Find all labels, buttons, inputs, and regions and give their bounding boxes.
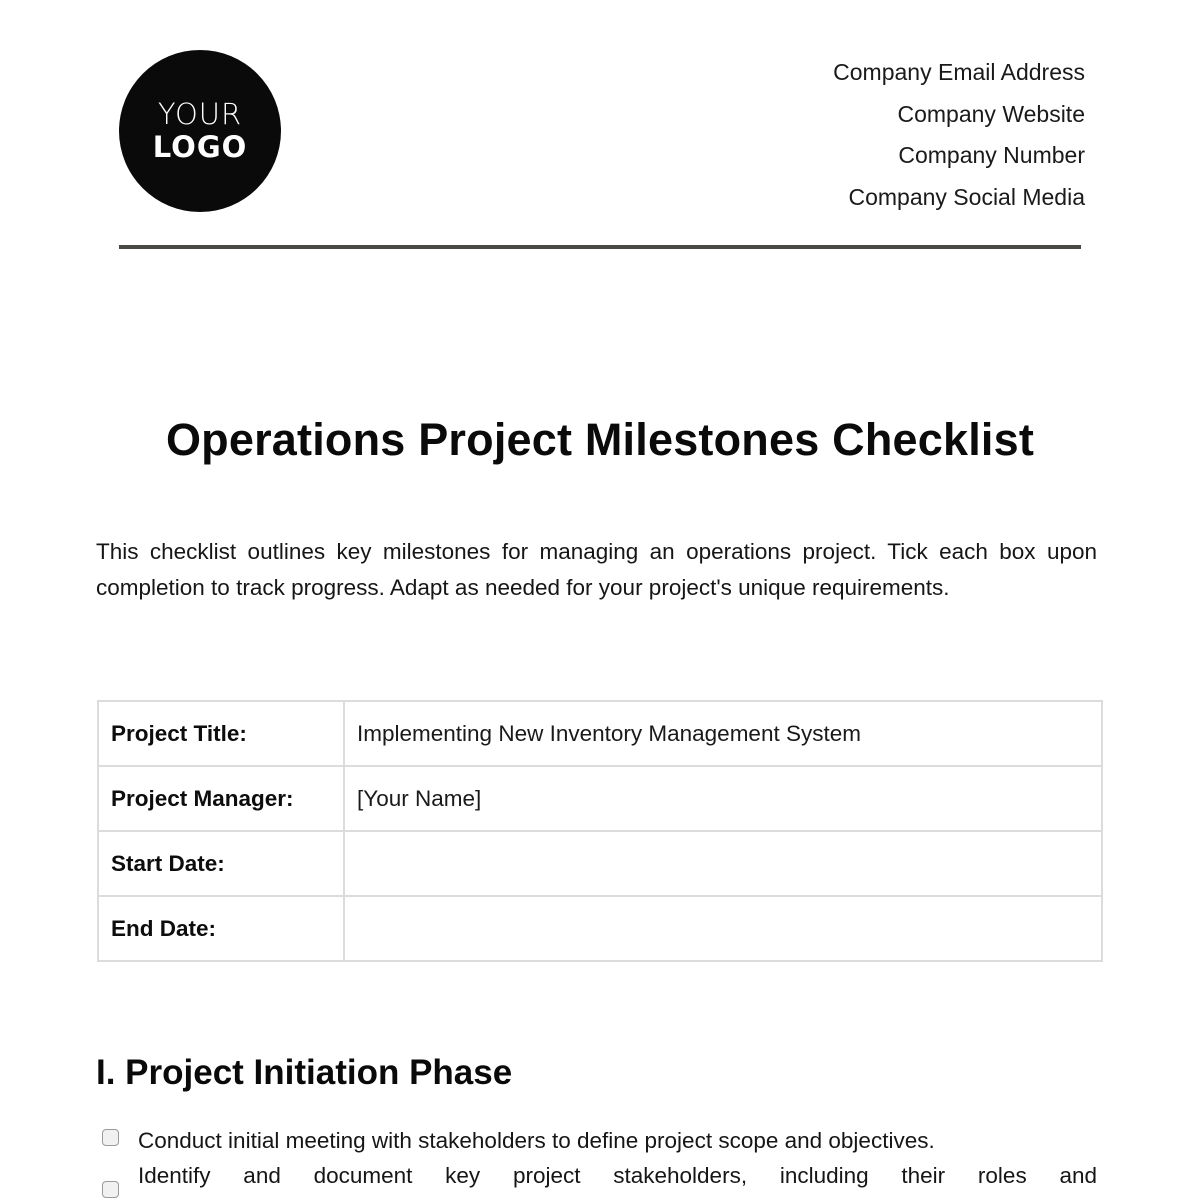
project-manager-label: Project Manager: bbox=[98, 766, 344, 831]
project-title-label: Project Title: bbox=[98, 701, 344, 766]
company-website: Company Website bbox=[897, 100, 1085, 127]
company-email: Company Email Address bbox=[833, 59, 1085, 85]
logo-text-line1: YOUR bbox=[157, 97, 243, 131]
initiation-checklist bbox=[100, 1123, 1097, 1193]
project-info-table bbox=[97, 700, 1103, 962]
checkbox[interactable] bbox=[102, 1129, 119, 1146]
table-row bbox=[98, 701, 1102, 766]
checkbox[interactable] bbox=[102, 1181, 119, 1198]
section-heading-initiation: I. Project Initiation Phase bbox=[96, 1053, 513, 1092]
company-social-media: Company Social Media bbox=[848, 183, 1085, 210]
table-row bbox=[98, 831, 1102, 896]
company-number: Company Number bbox=[898, 142, 1085, 168]
checklist-item-text: Conduct initial meeting with stakeholders to define project scope and objectives. bbox=[138, 1128, 935, 1153]
end-date-label: End Date: bbox=[98, 896, 344, 961]
start-date-label: Start Date: bbox=[98, 831, 344, 896]
table-row bbox=[98, 896, 1102, 961]
project-title-value: Implementing New Inventory Management System bbox=[344, 701, 1102, 766]
end-date-value bbox=[344, 896, 1102, 961]
list-item bbox=[100, 1158, 1097, 1193]
checklist-item-text: Identify and document key project stakeholders, including their roles and bbox=[138, 1163, 1097, 1188]
document-title: Operations Project Milestones Checklist bbox=[165, 414, 1035, 465]
start-date-value bbox=[344, 831, 1102, 896]
company-logo bbox=[119, 50, 281, 212]
company-contact-block bbox=[833, 52, 1085, 218]
list-item bbox=[100, 1123, 1097, 1158]
header-divider bbox=[119, 245, 1081, 249]
intro-paragraph: This checklist outlines key milestones for managing an operations project. Tick each box upon completion to track progress. Adapt as needed for your project's unique requirements. bbox=[96, 539, 1097, 600]
logo-text-line2: LOGO bbox=[152, 130, 248, 164]
table-row bbox=[98, 766, 1102, 831]
project-manager-value: [Your Name] bbox=[344, 766, 1102, 831]
